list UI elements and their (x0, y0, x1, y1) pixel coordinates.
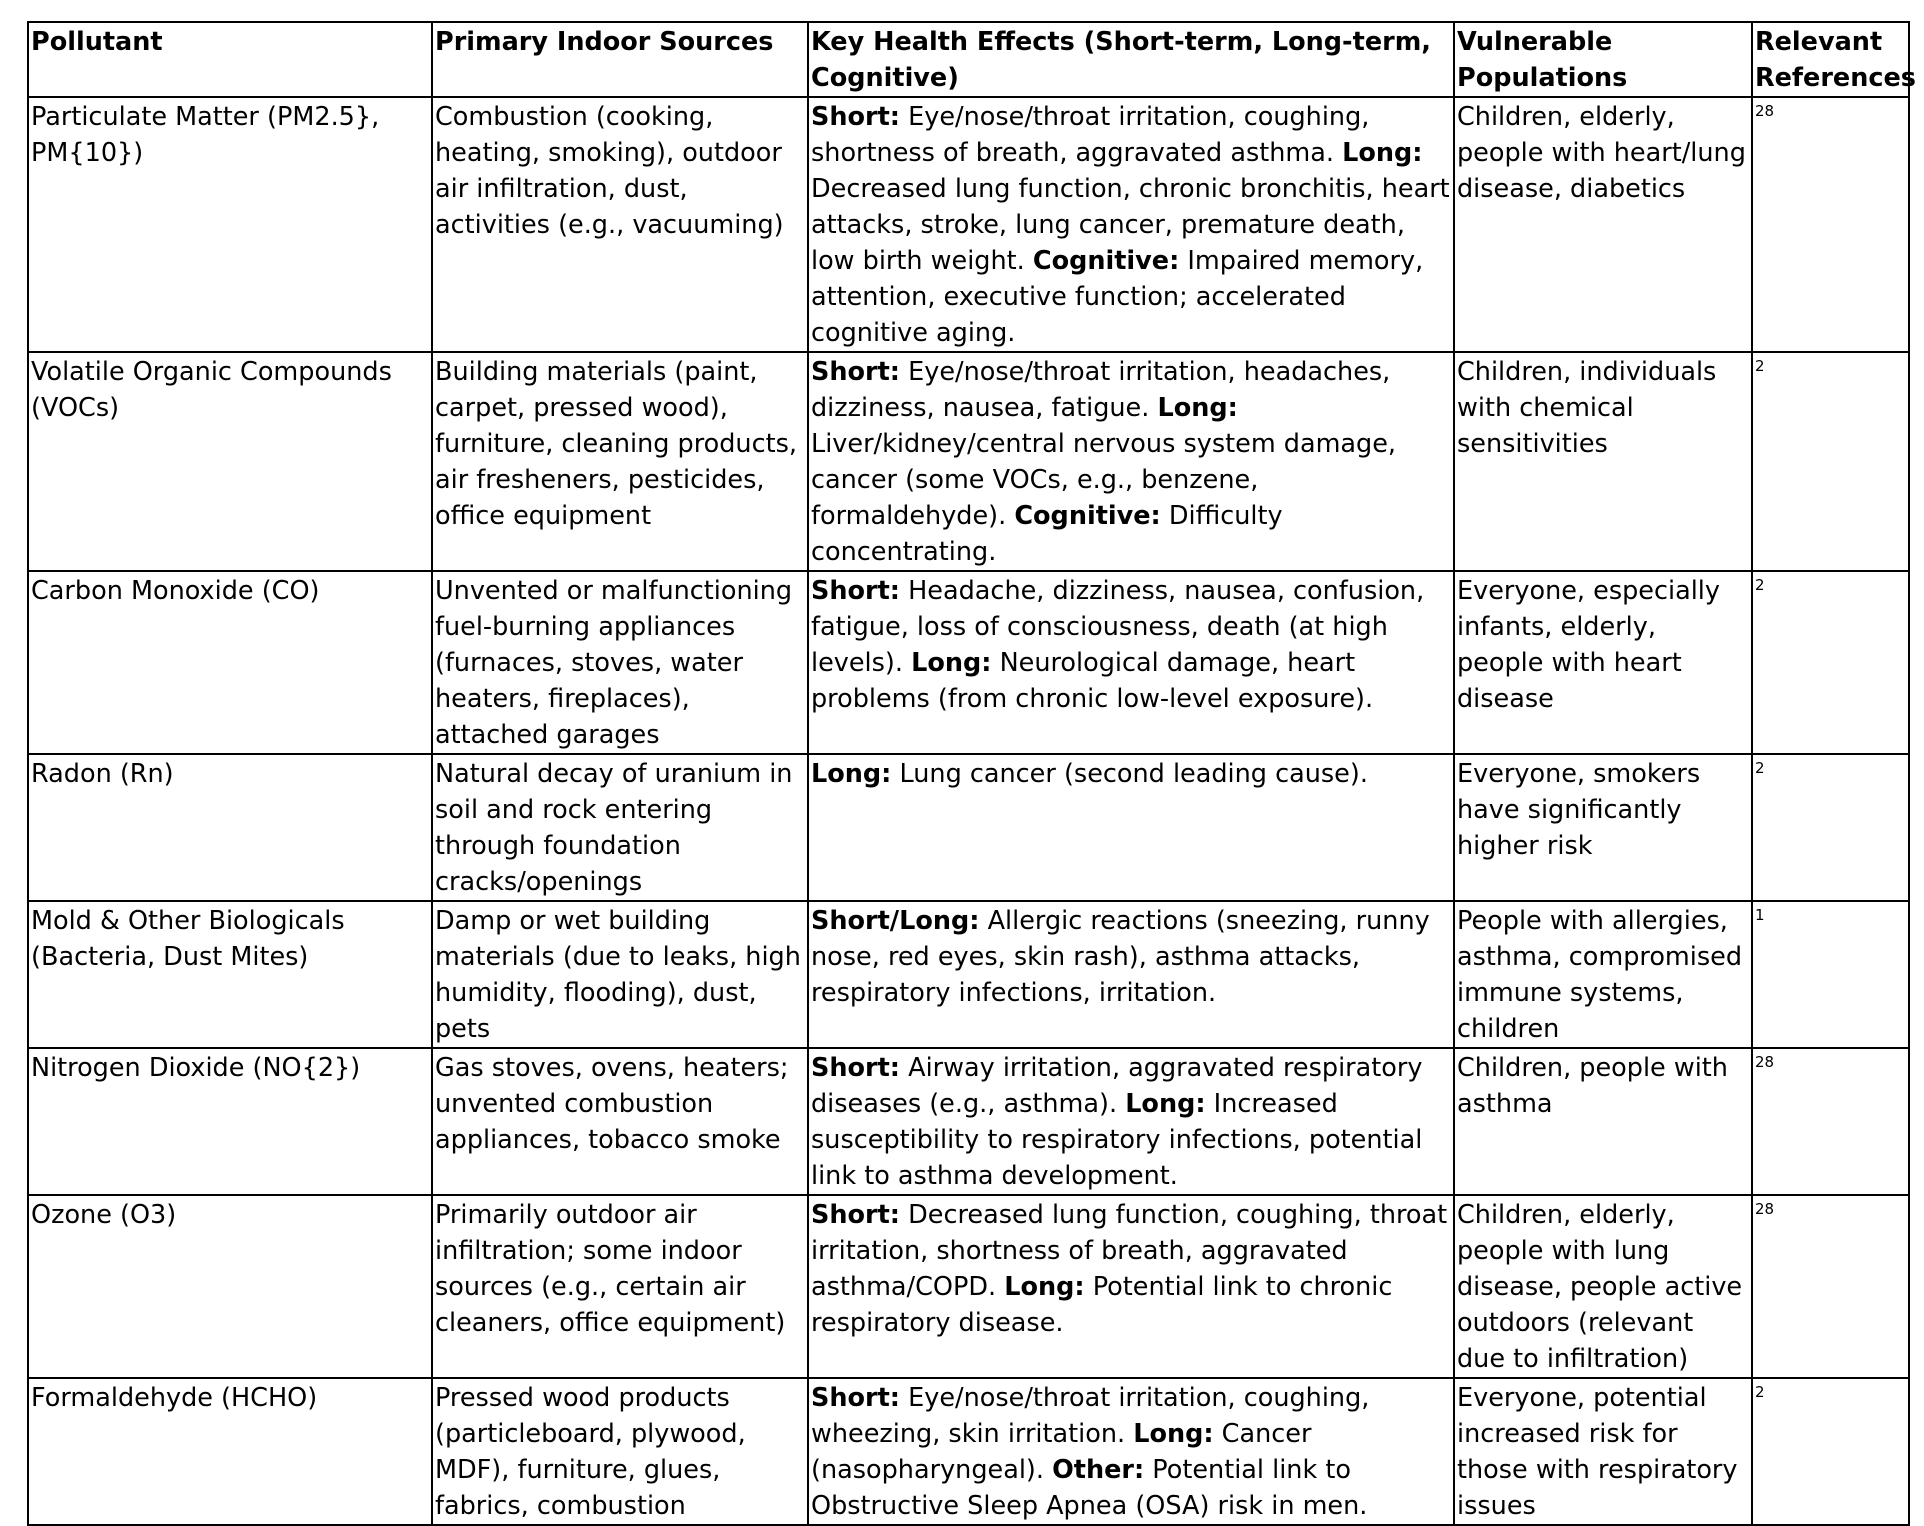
health-effects-cell (808, 1195, 1454, 1378)
pollutant-cell: Formaldehyde (HCHO) (28, 1378, 432, 1525)
effect-text: Eye/nose/throat irritation, coughing, shortness of breath, aggravated asthma. (811, 102, 1378, 168)
health-effects-cell (808, 901, 1454, 1048)
vulnerable-populations-cell: Children, individuals with chemical sensitivities (1454, 352, 1752, 571)
reference-cell: 1 (1752, 901, 1909, 1048)
effect-text: Increased susceptibility to respiratory infections, potential link to asthma development. (811, 1089, 1431, 1191)
effect-text: Difficulty concentrating. (811, 501, 1291, 567)
health-effects-cell (808, 571, 1454, 754)
effect-text: Lung cancer (second leading cause). (891, 759, 1368, 789)
table-row (28, 901, 1909, 1048)
reference-cell: 2 (1752, 754, 1909, 901)
health-effects-cell (808, 1048, 1454, 1195)
reference-cell: 28 (1752, 97, 1909, 352)
effect-text: Potential link to chronic respiratory disease. (811, 1272, 1401, 1338)
effect-label: Cognitive: (1014, 501, 1161, 531)
sources-cell: Damp or wet building materials (due to leaks, high humidity, flooding), dust, pets (432, 901, 808, 1048)
pollutant-cell: Carbon Monoxide (CO) (28, 571, 432, 754)
table-row (28, 754, 1909, 901)
reference-cell: 2 (1752, 571, 1909, 754)
vulnerable-populations-cell: Children, elderly, people with heart/lung disease, diabetics (1454, 97, 1752, 352)
effect-label: Cognitive: (1032, 246, 1180, 276)
effect-text: Decreased lung function, chronic bronchitis, heart attacks, stroke, lung cancer, premature death, low birth weight. (811, 138, 1458, 276)
health-effects-cell (808, 1378, 1454, 1525)
effect-label: Long: (1133, 1419, 1214, 1449)
reference-cell: 28 (1752, 1195, 1909, 1378)
effect-label: Short: (811, 576, 901, 606)
effect-label: Short: (811, 357, 901, 387)
health-effects-cell (808, 352, 1454, 571)
effect-label: Short: (811, 1200, 901, 1230)
effect-text: Eye/nose/throat irritation, headaches, dizziness, nausea, fatigue. (811, 357, 1399, 423)
header-references: Relevant References (1752, 22, 1909, 97)
sources-cell: Pressed wood products (particleboard, plywood, MDF), furniture, glues, fabrics, combustion (432, 1378, 808, 1525)
header-sources: Primary Indoor Sources (432, 22, 808, 97)
document-page (27, 21, 1916, 1526)
effect-text: Potential link to Obstructive Sleep Apnea (OSA) risk in men. (811, 1455, 1368, 1521)
effect-text: Decreased lung function, coughing, throat irritation, shortness of breath, aggravated asthma/COPD. (811, 1200, 1456, 1302)
pollutant-cell: Radon (Rn) (28, 754, 432, 901)
table-row (28, 1378, 1909, 1525)
sources-cell: Gas stoves, ovens, heaters; unvented combustion appliances, tobacco smoke (432, 1048, 808, 1195)
effect-text: Liver/kidney/central nervous system damage, cancer (some VOCs, e.g., benzene, formaldehyde). (811, 393, 1405, 531)
effect-text: Impaired memory, attention, executive function; accelerated cognitive aging. (811, 246, 1432, 348)
pollutant-cell: Nitrogen Dioxide (NO{2}) (28, 1048, 432, 1195)
effect-label: Short: (811, 1383, 901, 1413)
vulnerable-populations-cell: Everyone, especially infants, elderly, people with heart disease (1454, 571, 1752, 754)
effect-label: Long: (1004, 1272, 1085, 1302)
table-row (28, 1195, 1909, 1378)
effect-text: Airway irritation, aggravated respiratory diseases (e.g., asthma). (811, 1053, 1431, 1119)
sources-cell: Natural decay of uranium in soil and rock entering through foundation cracks/openings (432, 754, 808, 901)
sources-cell: Building materials (paint, carpet, pressed wood), furniture, cleaning products, air fresheners, pesticides, office equipment (432, 352, 808, 571)
health-effects-cell (808, 754, 1454, 901)
sources-cell: Unvented or malfunctioning fuel-burning appliances (furnaces, stoves, water heaters, fireplaces), attached garages (432, 571, 808, 754)
effect-label: Short: (811, 1053, 901, 1083)
pollutant-cell: Volatile Organic Compounds (VOCs) (28, 352, 432, 571)
table-body (28, 97, 1909, 1525)
vulnerable-populations-cell: Children, elderly, people with lung disease, people active outdoors (relevant due to infiltration) (1454, 1195, 1752, 1378)
vulnerable-populations-cell: Children, people with asthma (1454, 1048, 1752, 1195)
effect-text: Neurological damage, heart problems (from chronic low-level exposure). (811, 648, 1374, 714)
effect-label: Short: (811, 102, 901, 132)
vulnerable-populations-cell: Everyone, smokers have significantly higher risk (1454, 754, 1752, 901)
table-row (28, 1048, 1909, 1195)
sources-cell: Combustion (cooking, heating, smoking), outdoor air infiltration, dust, activities (e.g., vacuuming) (432, 97, 808, 352)
header-health-effects: Key Health Effects (Short-term, Long-term, Cognitive) (808, 22, 1454, 97)
pollutant-cell: Mold & Other Biologicals (Bacteria, Dust Mites) (28, 901, 432, 1048)
header-pollutant: Pollutant (28, 22, 432, 97)
table-row (28, 571, 1909, 754)
table-row (28, 352, 1909, 571)
effect-label: Short/Long: (811, 906, 980, 936)
pollutant-table (27, 21, 1916, 1526)
reference-cell: 2 (1752, 1378, 1909, 1525)
effect-label: Long: (811, 759, 892, 789)
effect-text: Eye/nose/throat irritation, coughing, wheezing, skin irritation. (811, 1383, 1378, 1449)
header-vulnerable-populations: Vulnerable Populations (1454, 22, 1752, 97)
reference-cell: 2 (1752, 352, 1909, 571)
effect-text: Cancer (nasopharyngeal). (811, 1419, 1320, 1485)
effect-label: Other: (1052, 1455, 1145, 1485)
effect-text: Allergic reactions (sneezing, runny nose, red eyes, skin rash), asthma attacks, respiratory infections, irritation. (811, 906, 1438, 1008)
table-header-row (28, 22, 1909, 97)
effect-label: Long: (1125, 1089, 1206, 1119)
effect-label: Long: (1157, 393, 1238, 423)
table-row (28, 97, 1909, 352)
health-effects-cell (808, 97, 1458, 352)
vulnerable-populations-cell: Everyone, potential increased risk for those with respiratory issues (1454, 1378, 1752, 1525)
vulnerable-populations-cell: People with allergies, asthma, compromised immune systems, children (1454, 901, 1752, 1048)
pollutant-cell: Particulate Matter (PM2.5}, PM{10}) (28, 97, 432, 352)
sources-cell: Primarily outdoor air infiltration; some indoor sources (e.g., certain air cleaners, office equipment) (432, 1195, 808, 1378)
effect-text: Headache, dizziness, nausea, confusion, fatigue, loss of consciousness, death (at high levels). (811, 576, 1433, 678)
pollutant-cell: Ozone (O3) (28, 1195, 432, 1378)
reference-cell: 28 (1752, 1048, 1909, 1195)
effect-label: Long: (1342, 138, 1423, 168)
effect-label: Long: (911, 648, 992, 678)
